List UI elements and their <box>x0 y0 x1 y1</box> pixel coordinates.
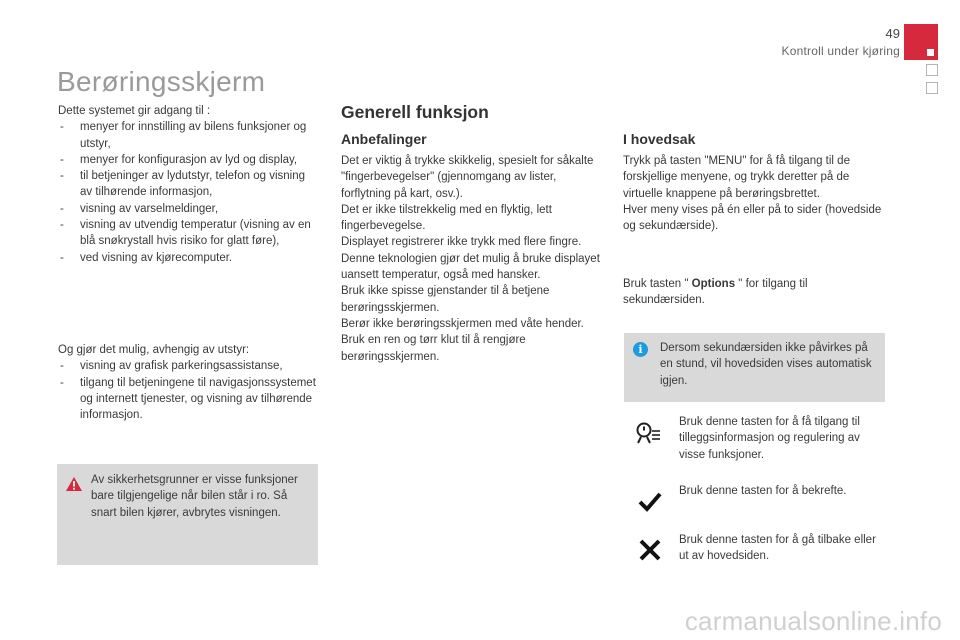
info-icon: i <box>633 342 648 357</box>
list-item: - til betjeninger av lydutstyr, telefon og visning av tilhørende informasjon, <box>58 168 320 201</box>
options-text <box>623 276 885 309</box>
paragraph: Berør ikke berøringsskjermen med våte hender. <box>341 317 584 330</box>
options-post: " for tilgang til sekundærsiden. <box>623 278 808 307</box>
intro-block <box>58 103 320 266</box>
chapter-tab <box>926 82 938 94</box>
paragraph: Denne teknologien gjør det mulig å bruke displayet uansett temperatur, også med hansker. <box>341 252 600 282</box>
paragraph: Hver meny vises på én eller på to sider (hovedside og sekundærside). <box>623 203 882 233</box>
chapter-tab-active <box>904 24 938 60</box>
paragraph: Det er ikke tilstrekkelig med en flyktig, lett fingerbevegelse. <box>341 203 552 233</box>
list-item: - menyer for innstilling av bilens funksjoner og utstyr, <box>58 119 320 152</box>
info-text: Dersom sekundærsiden ikke påvirkes på en stund, vil hovedsiden vises automatisk igjen. <box>660 342 872 387</box>
tab-marker-icon <box>927 49 934 56</box>
paragraph: Bruk ikke spisse gjenstander til å betjene berøringsskjermen. <box>341 285 550 314</box>
settings-list-icon <box>634 420 662 448</box>
recommendations-title: Anbefalinger <box>341 131 427 147</box>
key-description: Bruk denne tasten for å få tilgang til tilleggsinformasjon og regulering av visse funksjoner. <box>679 416 860 461</box>
list-item: - visning av varselmeldinger, <box>58 201 320 217</box>
chapter-tab <box>926 64 938 76</box>
warning-note <box>57 464 318 565</box>
paragraph: Displayet registrerer ikke trykk med flere fingre. <box>341 236 582 249</box>
list-item: - tilgang til betjeningene til navigasjonssystemet og internett tjenester, og visning av tilhørende informasjon. <box>58 375 320 424</box>
paragraph: Det er viktig å trykke skikkelig, spesielt for såkalte "fingerbevegelser" (gjennomgang av lister, forflytning på kart, osv.). <box>341 155 594 200</box>
info-note <box>624 333 885 402</box>
also-lead: Og gjør det mulig, avhengig av utstyr: <box>58 344 250 356</box>
cross-icon <box>636 536 664 564</box>
section-title: Generell funksjon <box>341 102 489 122</box>
list-item: - ved visning av kjørecomputer. <box>58 250 320 266</box>
warning-text: Av sikkerhetsgrunner er visse funksjoner bare tilgjengelige når bilen står i ro. Så snart bilen kjører, avbrytes visningen. <box>91 474 298 519</box>
key-description: Bruk denne tasten for å gå tilbake eller ut av hovedsiden. <box>679 534 876 563</box>
also-block <box>58 342 320 423</box>
chapter-title: Kontroll under kjøring <box>781 44 900 58</box>
key-description: Bruk denne tasten for å bekrefte. <box>679 485 847 497</box>
checkmark-icon <box>636 488 664 516</box>
list-item: - menyer for konfigurasjon av lyd og display, <box>58 152 320 168</box>
paragraph: Bruk en ren og tørr klut til å rengjøre berøringsskjermen. <box>341 334 526 363</box>
also-list <box>58 358 320 423</box>
recommendations-text <box>341 153 606 365</box>
main-text <box>623 153 885 234</box>
options-pre: Bruk tasten " <box>623 278 689 290</box>
page-number: 49 <box>885 26 900 41</box>
options-key: Options <box>688 278 739 290</box>
list-item: - visning av grafisk parkeringsassistanse, <box>58 358 320 374</box>
intro-lead: Dette systemet gir adgang til : <box>58 105 211 117</box>
intro-list <box>58 119 320 266</box>
watermark: carmanualsonline.info <box>684 606 942 636</box>
main-title: I hovedsak <box>623 131 696 147</box>
list-item: - visning av utvendig temperatur (visning av en blå snøkrystall hvis risiko for glatt føre), <box>58 217 320 250</box>
page-title: Berøringsskjerm <box>57 66 266 97</box>
paragraph: Trykk på tasten "MENU" for å få tilgang til de forskjellige menyene, og trykk deretter på de virtuelle knappene på berøringsbrettet. <box>623 155 850 200</box>
warning-icon <box>66 477 82 491</box>
